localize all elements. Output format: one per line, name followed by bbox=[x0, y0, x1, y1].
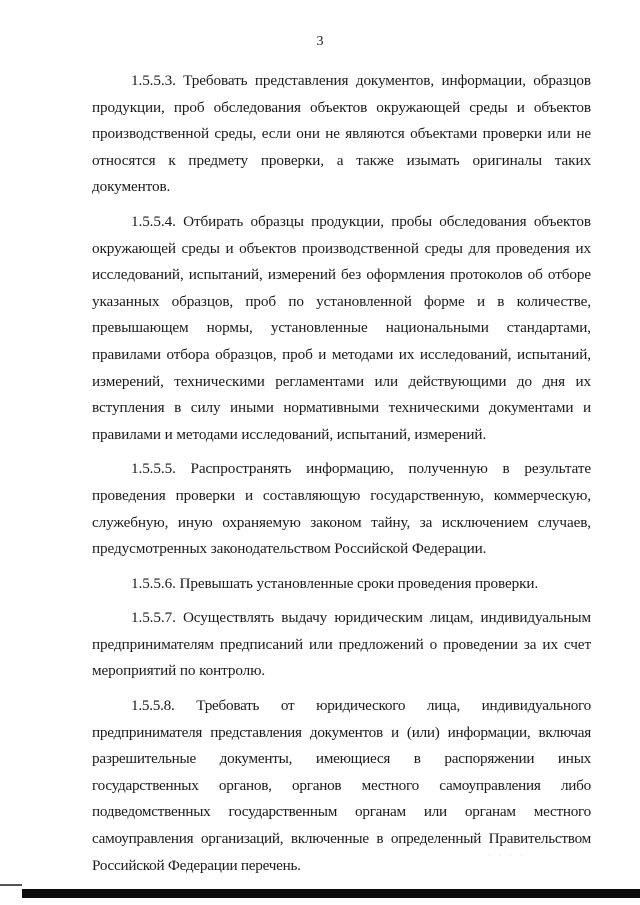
document-body bbox=[92, 68, 591, 887]
paragraph-1-5-5-3: 1.5.5.3. Требовать представления документов, информации, образцов продукции, проб обследования объектов окружающей среды и объектов производственной среды, если они не являются объектами проверки или не относятся к предмету проверки, а также изымать оригиналы таких документов. bbox=[92, 72, 591, 196]
paragraph-1-5-5-7: 1.5.5.7. Осуществлять выдачу юридическим лицам, индивидуальным предпринимателям предписаний или предложений о проведении за их счет мероприятий по контролю. bbox=[92, 609, 591, 680]
page-number: 3 bbox=[316, 34, 324, 49]
scan-bottom-border bbox=[22, 889, 640, 898]
paragraph-1-5-5-8: 1.5.5.8. Требовать от юридического лица, индивидуального предпринимателя представления документов и (или) информации, включая разрешительные документы, имеющиеся в распоряжении иных государственных органов, органов местного самоуправления либо подведомственных государственным органам или органам местного самоуправления организаций, включенные в определенный Правительством Российской Федерации перечень. bbox=[92, 697, 591, 874]
paragraph-1-5-5-5: 1.5.5.5. Распространять информацию, полученную в результате проведения проверки и составляющую государственную, коммерческую, служебную, иную охраняемую законом тайну, за исключением случаев, предусмотренных законодательством Российской Федерации. bbox=[92, 460, 591, 558]
paragraph-1-5-5-6: 1.5.5.6. Превышать установленные сроки проведения проверки. bbox=[131, 574, 539, 592]
scan-edge-mark bbox=[0, 884, 22, 886]
scan-noise: · · · · bbox=[488, 851, 526, 860]
paragraph-1-5-5-4: 1.5.5.4. Отбирать образцы продукции, пробы обследования объектов окружающей среды и объектов производственной среды для проведения их исследований, испытаний, измерений без оформления протоколов об отборе указанных образцов, проб по установленной форме и в количестве, превышающем нормы, установленные национальными стандартами, правилами отбора образцов, проб и методами их исследований, испытаний, измерений, техническими регламентами или действующими до дня их вступления в силу иными нормативными техническими документами и правилами и методами исследований, испытаний, измерений. bbox=[92, 212, 591, 443]
